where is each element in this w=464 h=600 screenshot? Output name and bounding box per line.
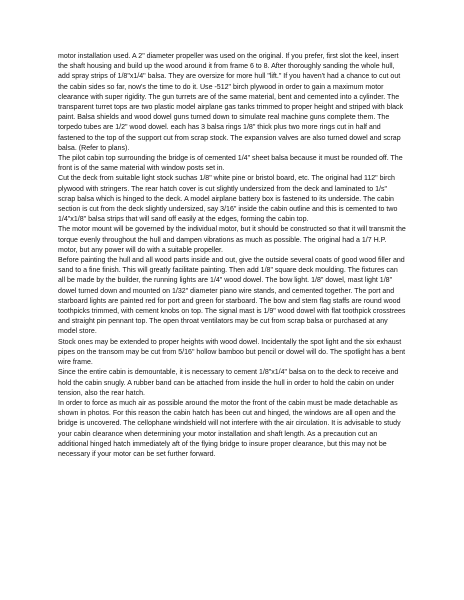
paragraph-motor-mount: The motor mount will be governed by the individual motor, but it should be constructed so that it will transmit the torque evenly throughout the hull and dampen vibrations as much as possible. The original had a 1/7 H.P. motor, but any power will do with a suitable propeller. — [58, 226, 406, 254]
paragraph-stock-fixtures: Stock ones may be extended to proper heights with wood dowel. Incidentally the spot light and the six exhaust pipes on the transom may be cut from 5/16" hollow bamboo but pencil or dowel will do. The spotlight has a bent wire frame. — [58, 338, 406, 367]
paragraph-painting: Before painting the hull and all wood parts inside and out, give the outside several coats of good wood filler and sand to a fine finish. This will greatly facilitate painting. Then add 1/8" square deck moulding. The fixtures can all be made by the builder, the running lights are 1/4" wood dowel. The bow light. 1/8" dowel, mast light 1/8" dowel turned down and mounted on 1/32" diameter piano wire stands, and cemented together. The port and starboard lights are painted red for port and green for starboard. The bow and stern flag staffs are round wood toothpicks trimmed, with cement knobs on top. The signal mast is 1/9" wood dowel with flat toothpick crosstrees and straight pin pennant top. The open throat ventilators may be cut from scrap balsa or purchased at any model store. — [58, 257, 406, 336]
paragraph-motor-installation: motor installation used. A 2" diameter propeller was used on the original. If you prefer, first slot the keel, insert the shaft housing and build up the wood around it from frame 6 to 8. After thoroughly sanding the whole hull, add spray strips of 1/8"x1/4" balsa. They are oversize for more hull "lift." If you haven't had a chance to cut out the cabin sides so far, now's the time to do it. Use -512" birch plywood in order to gain a maximum motor clearance with super rigidity. The gun turrets are of the same material, bent and cemented into a cylinder. The transparent turret tops are two plastic model airplane gas tanks trimmed to proper height and striped with black paint. Balsa shields and wood dowel guns turned down to simulate real machine guns complete them. The torpedo tubes are 1/2" wood dowel. each has 3 balsa rings 1/8" thick plus two more rings cut in half and fastened to the top of the support cut from scrap stock. The expansion valves are also turned dowel and scrap balsa. (Refer to plans). — [58, 53, 404, 152]
paragraph-pilot-cabin: The pilot cabin top surrounding the bridge is of cemented 1/4" sheet balsa because it must be rounded off. The front is of the same material with window posts set in. — [58, 155, 403, 173]
paragraph-deck: Cut the deck from suitable light stock suchas 1/8" white pine or bristol board, etc. The original had 112" birch plywood with stringers. The rear hatch cover is cut slightly undersized from the deck and laminated to 1/s" scrap balsa which is hinged to the deck. A model airplane battery box is fastened to its underside. The cabin section is cut from the deck slightly undersized, say 3/16" inside the cabin outline and this is cemented to two 1/4"x1/8" balsa strips that will sand off easily at the edges, forming the cabin top. — [58, 175, 398, 224]
body-text — [58, 52, 406, 460]
paragraph-demountable-cabin: Since the entire cabin is demountable, it is necessary to cement 1/8"x1/4" balsa on to the deck to receive and hold the cabin snugly. A rubber band can be attached from inside the hull in order to hold the cabin on under tension, also the rear hatch. — [58, 369, 399, 397]
paragraph-air-circulation: In order to force as much air as possible around the motor the front of the cabin must be made detachable as shown in photos. For this reason the cabin hatch has been cut and hinged, the windows are all open and the bridge is uncovered. The cellophane windshield will not interfere with the air circulation. It is advisable to study your cabin clearance when determining your motor installation and shaft length. As a precaution cut an additional hinged hatch immediately aft of the flying bridge to insure proper clearance, but this may not be necessary if your motor can be set further forward. — [58, 399, 401, 458]
